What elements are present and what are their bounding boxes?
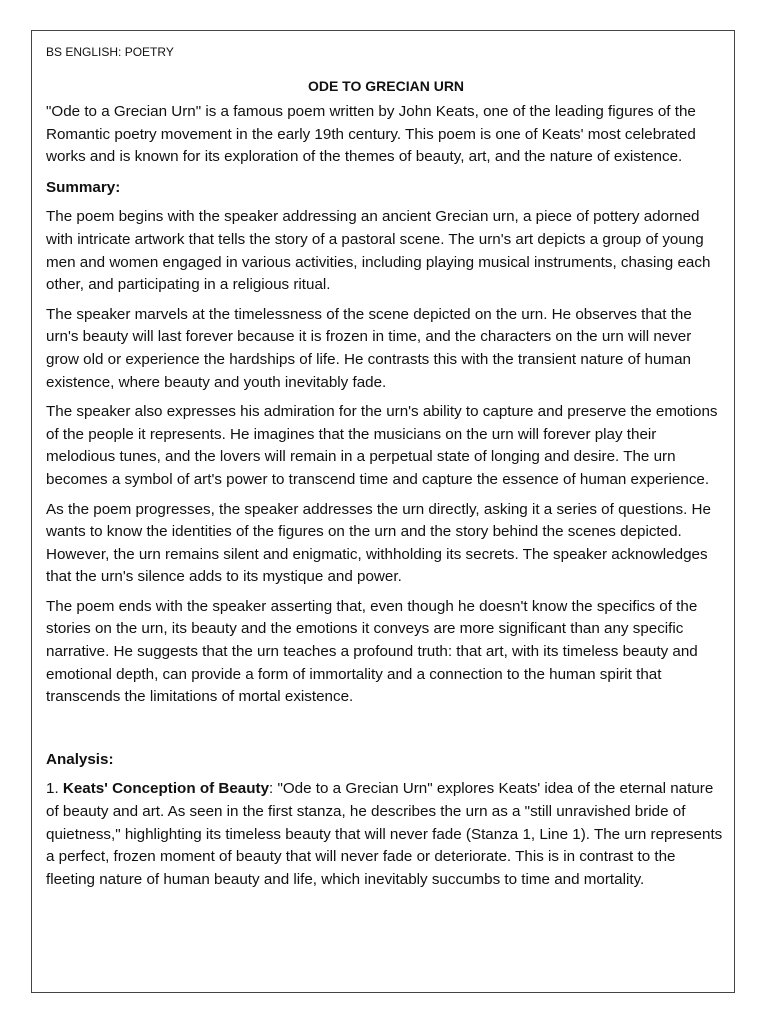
summary-paragraph-4: As the poem progresses, the speaker addresses the urn directly, asking it a series of questions. He wants to know the identities of the figures on the urn and the story behind the scenes depicted. However, the urn remains silent and enigmatic, withholding its secrets. The speaker acknowledges that the urn's silence adds to its mystique and power. [46, 500, 711, 586]
summary-paragraph-1: The poem begins with the speaker addressing an ancient Grecian urn, a piece of pottery adorned with intricate artwork that tells the story of a pastoral scene. The urn's art depicts a group of young men and women engaged in various activities, including playing musical instruments, chasing each other, and participating in a religious ritual. [46, 208, 711, 294]
course-label: BS ENGLISH: POETRY [46, 45, 174, 59]
summary-paragraph-3: The speaker also expresses his admiration for the urn's ability to capture and preserve the emotions of the people it represents. He imagines that the musicians on the urn will forever play their melodious tunes, and the lovers will remain in a perpetual state of longing and desire. The urn becomes a symbol of art's power to transcend time and capture the essence of human experience. [46, 403, 718, 488]
analysis-item-number: 1. [46, 780, 63, 798]
analysis-item-1 [46, 778, 726, 891]
summary-paragraph-2: The speaker marvels at the timelessness of the scene depicted on the urn. He observes that the urn's beauty will last forever because it is frozen in time, and the characters on the urn will never grow old or experience the hardships of life. He contrasts this with the transient nature of human existence, where beauty and youth inevitably fade. [46, 305, 692, 391]
document-title: ODE TO GRECIAN URN [307, 78, 465, 94]
analysis-item-term: Keats' Conception of Beauty [62, 780, 270, 798]
intro-paragraph: "Ode to a Grecian Urn" is a famous poem written by John Keats, one of the leading figures of the Romantic poetry movement in the early 19th century. This poem is one of Keats' most celebrated works and is known for its exploration of the themes of beauty, art, and the nature of existence. [46, 103, 696, 166]
analysis-heading: Analysis: [46, 750, 114, 768]
summary-heading: Summary: [46, 178, 121, 196]
document-body [46, 44, 726, 898]
summary-paragraph-5: The poem ends with the speaker asserting that, even though he doesn't know the specifics of the stories on the urn, its beauty and the emotions it conveys are more significant than any specific narrative. He suggests that the urn teaches a profound truth: that art, with its timeless beauty and emotional depth, can provide a form of immortality and a connection to the human spirit that transcends the limitations of mortal existence. [46, 597, 698, 706]
analysis-item-text: : "Ode to a Grecian Urn" explores Keats' idea of the eternal nature of beauty and art. As seen in the first stanza, he describes the urn as a "still unravished bride of quietness," highlighting its timeless beauty that will never fade (Stanza 1, Line 1). The urn represents a perfect, frozen moment of beauty that will never fade or deteriorate. This is in contrast to the fleeting nature of human beauty and life, which inevitably succumbs to time and mortality. [46, 780, 723, 888]
